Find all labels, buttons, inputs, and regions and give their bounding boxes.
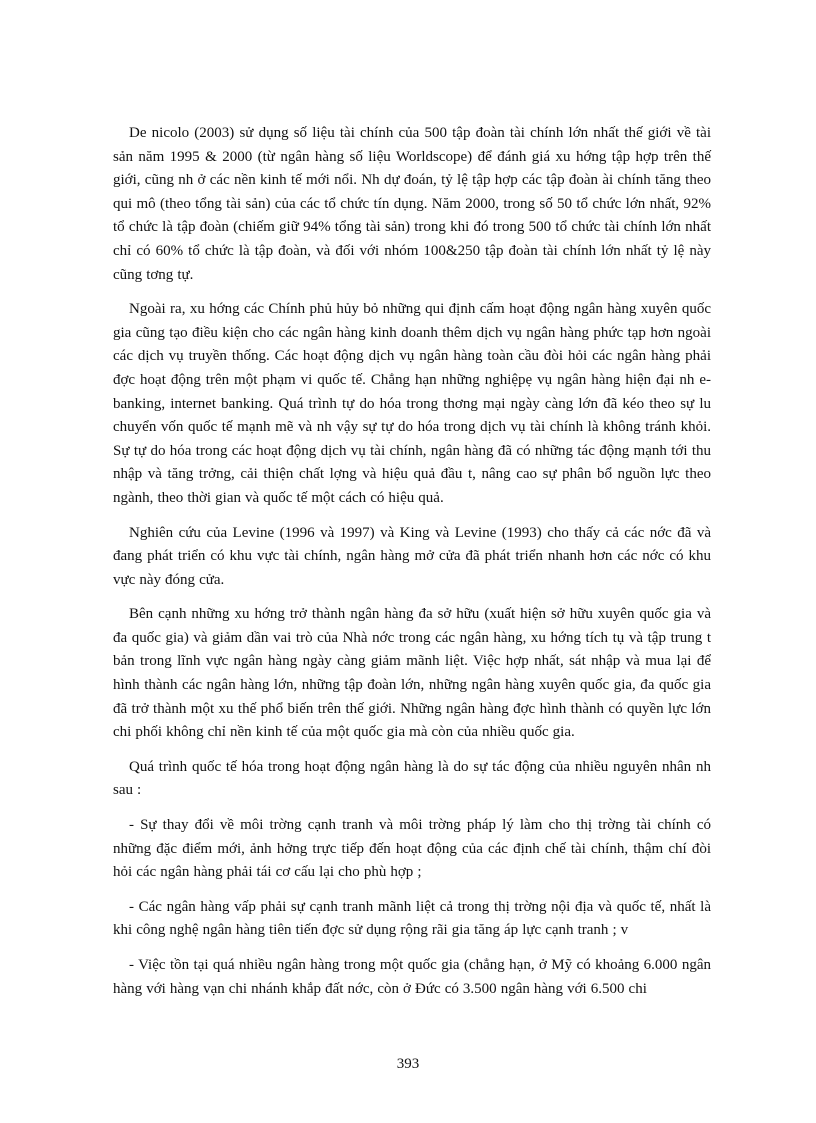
- paragraph-ownership-trends: Bên cạnh những xu hớng trở thành ngân hàng đa sở hữu (xuất hiện sở hữu xuyên quốc gia và đa quốc gia) và giảm dần vai trò của Nhà nớc trong các ngân hàng, xu hớng tích tụ và tập trung t bản trong lĩnh vực ngân hàng ngày càng giảm mãnh liệt. Việc hợp nhất, sát nhập và mua lại để hình thành các ngân hàng lớn, những tập đoàn lớn, những ngân hàng xuyên quốc gia, đa quốc gia đã trở thành một xu thế phổ biến trên thế giới. Những ngân hàng đợc hình thành có quyền lực lớn chi phối không chỉ nền kinh tế của một quốc gia mà còn của nhiều quốc gia.: [113, 606, 711, 741]
- paragraph-de-nicolo: De nicolo (2003) sử dụng số liệu tài chính của 500 tập đoàn tài chính lớn nhất thế giới về tài sản năm 1995 & 2000 (từ ngân hàng số liệu Worldscope) để đánh giá xu hớng tập hợp trên thế giới, cũng nh ở các nền kinh tế mới nổi. Nh dự đoán, tỷ lệ tập hợp các tập đoàn ài chính tăng theo qui mô (theo tổng tài sản) của các tổ chức tín dụng. Năm 2000, trong số 50 tổ chức lớn nhất, 92% tổ chức là tập đoàn (chiếm giữ 94% tổng tài sản) trong khi đó trong 500 tổ chức tài chính lớn nhất chỉ có 60% tổ chức là tập đoàn, và đối với nhóm 100&250 tập đoàn tài chính lớn nhất tỷ lệ này cũng tơng tự.: [113, 125, 711, 283]
- page-number: 393: [396, 1056, 420, 1072]
- paragraph-causes-intro: Quá trình quốc tế hóa trong hoạt động ngân hàng là do sự tác động của nhiều nguyên nhân nh sau :: [113, 758, 711, 799]
- list-item-too-many-banks: - Việc tồn tại quá nhiều ngân hàng trong một quốc gia (chẳng hạn, ở Mỹ có khoảng 6.000 ngân hàng với hàng vạn chi nhánh khắp đất nớc, còn ở Đức có 3.500 ngân hàng với 6.500 chi: [113, 957, 711, 997]
- list-item-competition-pressure: - Các ngân hàng vấp phải sự cạnh tranh mãnh liệt cả trong thị trờng nội địa và quốc tế, nhất là khi công nghệ ngân hàng tiên tiến đợc sử dụng rộng rãi gia tăng áp lực cạnh tranh ; v: [113, 898, 711, 939]
- list-item-competition-environment: - Sự thay đổi về môi trờng cạnh tranh và môi trờng pháp lý làm cho thị trờng tài chính có những đặc điểm mới, ảnh hởng trực tiếp đến hoạt động của các định chế tài chính, thậm chí đòi hỏi các ngân hàng phải tái cơ cấu lại cho phù hợp ;: [113, 817, 711, 881]
- document-body: [113, 122, 711, 1012]
- paragraph-deregulation: Ngoài ra, xu hớng các Chính phủ hủy bỏ những qui định cấm hoạt động ngân hàng xuyên quốc gia cũng tạo điều kiện cho các ngân hàng kinh doanh thêm dịch vụ ngân hàng phức tạp hơn ngoài các dịch vụ truyền thống. Các hoạt động dịch vụ ngân hàng toàn cầu đòi hỏi các ngân hàng phải đợc hoạt động trên một phạm vi quốc tế. Chẳng hạn những nghiệpẹ vụ ngân hàng hiện đại nh e-banking, internet banking. Quá trình tự do hóa trong thơng mại ngày càng lớn đã kéo theo sự lu chuyển vốn quốc tế mạnh mẽ và nh vậy sự tự do hóa trong dịch vụ tài chính là không tránh khỏi. Sự tự do hóa trong các hoạt động dịch vụ tài chính, ngân hàng đã có những tác động mạnh tới thu nhập và tăng trởng, cải thiện chất lợng và hiệu quả đầu t, nâng cao sự phân bổ nguồn lực theo ngành, theo thời gian và quốc tế một cách có hiệu quả.: [113, 301, 711, 506]
- paragraph-levine: Nghiên cứu của Levine (1996 và 1997) và King và Levine (1993) cho thấy cả các nớc đã và đang phát triển có khu vực tài chính, ngân hàng mở cửa đã phát triển nhanh hơn các nớc có khu vực này đóng cửa.: [113, 524, 711, 588]
